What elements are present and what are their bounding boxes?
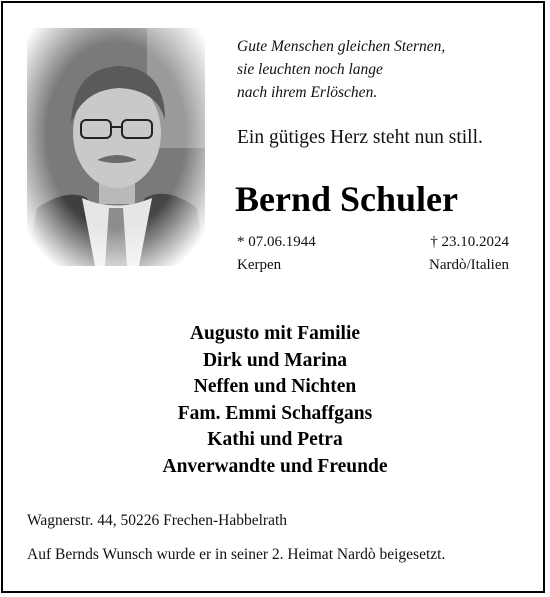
portrait-photo <box>27 28 205 266</box>
mourners-list <box>3 321 547 480</box>
death-place: Nardò/Italien <box>429 257 509 273</box>
mourner-entry: Anverwandte und Freunde <box>162 455 388 477</box>
quote-line: nach ihrem Erlöschen. <box>237 84 378 101</box>
mourner-entry: Neffen und Nichten <box>193 376 357 397</box>
deceased-name: Bernd Schuler <box>235 179 459 219</box>
birth-place: Kerpen <box>237 257 282 273</box>
quote <box>237 35 527 104</box>
quote-line: Gute Menschen gleichen Sternen, <box>237 38 446 55</box>
birth-date: * 07.06.1944 <box>237 234 316 250</box>
mourner-entry: Fam. Emmi Schaffgans <box>177 402 373 424</box>
death-date: † 23.10.2024 <box>430 234 509 250</box>
obituary-card <box>1 1 545 593</box>
mourner-entry: Dirk und Marina <box>202 349 348 371</box>
heading-text: Ein gütiges Herz steht nun still. <box>237 127 483 148</box>
address: Wagnerstr. 44, 50226 Frechen-Habbelrath <box>27 512 288 529</box>
life-dates <box>237 231 509 277</box>
quote-line: sie leuchten noch lange <box>237 61 383 78</box>
burial-note: Auf Bernds Wunsch wurde er in seiner 2. Heimat Nardò beigesetzt. <box>27 546 446 563</box>
mourner-entry: Augusto mit Familie <box>189 323 361 344</box>
mourner-entry: Kathi und Petra <box>207 429 343 450</box>
